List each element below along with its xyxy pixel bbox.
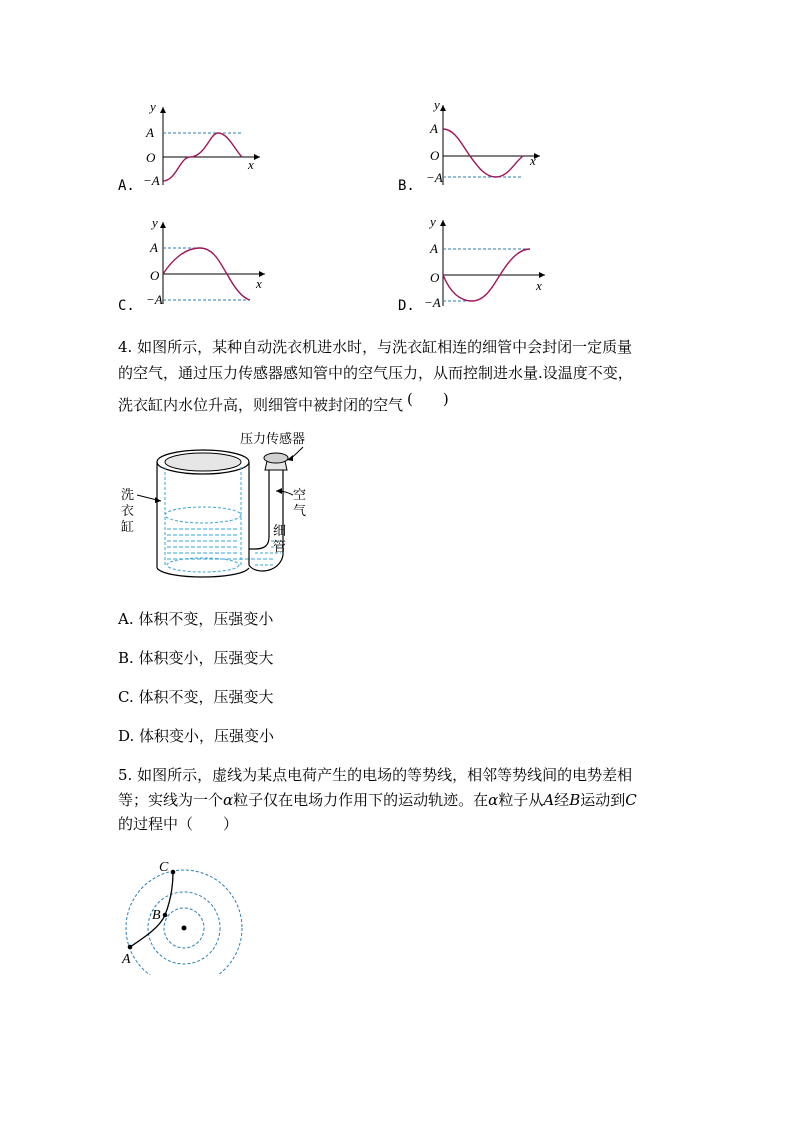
- q4-option-b[interactable]: B. 体积变小，压强变大: [118, 649, 274, 667]
- option-a-label: A.: [118, 178, 135, 194]
- graph-a-svg: [110, 95, 310, 200]
- graph-option-d: [390, 212, 590, 317]
- q4-option-a[interactable]: A. 体积不变，压强变小: [118, 610, 274, 628]
- air-arrowhead: [276, 488, 282, 494]
- graph-option-b: [390, 95, 590, 200]
- y-axis-arrow: [160, 107, 166, 113]
- neg-amp-label: −A: [146, 292, 163, 307]
- x-label: x: [530, 153, 536, 168]
- water-lines: [167, 529, 275, 559]
- q5-line3: 的过程中（ ）: [118, 815, 239, 833]
- amp-label: A: [430, 121, 438, 136]
- q5-line2: 等；实线为一个α粒子仅在电场力作用下的运动轨迹。在α粒子从A经B运动到C: [118, 791, 637, 809]
- sensor-top: [264, 453, 288, 463]
- tank-inner-bottom: [167, 558, 239, 572]
- q4-option-c[interactable]: C. 体积不变，压强变大: [118, 688, 274, 706]
- point-charge: [182, 926, 187, 931]
- q4-answer-bracket: ( ): [407, 390, 449, 408]
- x-label: x: [256, 276, 262, 291]
- tank-label: 洗 衣 缸: [121, 488, 135, 535]
- point-a: [128, 945, 133, 950]
- amp-label: A: [146, 125, 154, 140]
- y-label: y: [150, 99, 156, 114]
- origin-label: O: [146, 150, 156, 165]
- q4-line3-text: 洗衣缸内水位升高，则细管中被封闭的空气: [118, 396, 404, 414]
- q4-line1: 4. 如图所示，某种自动洗衣机进水时，与洗衣缸相连的细管中会封闭一定质量: [118, 338, 633, 356]
- tank-opening: [165, 453, 241, 471]
- x-label: x: [248, 157, 254, 172]
- graph-d-svg: [390, 212, 590, 317]
- neg-amp-label: −A: [424, 295, 441, 310]
- q5-field-figure: [115, 855, 255, 975]
- point-b: [163, 913, 168, 918]
- q4-option-d[interactable]: D. 体积变小，压强变小: [118, 727, 275, 745]
- label-c: C: [159, 860, 169, 875]
- y-label: y: [430, 214, 436, 229]
- water-surface: [165, 507, 241, 523]
- x-label: x: [536, 278, 542, 293]
- point-c: [171, 870, 176, 875]
- graph-option-c: [110, 212, 310, 317]
- air-label: 空 气: [293, 488, 307, 519]
- graph-option-a: [110, 95, 310, 200]
- origin-label: O: [430, 270, 440, 285]
- graph-b-svg: [390, 95, 590, 200]
- y-axis-arrow: [160, 222, 166, 228]
- option-c-label: C.: [118, 298, 135, 314]
- neg-amp-label: −A: [143, 173, 160, 188]
- y-label: y: [152, 215, 158, 230]
- tank-arrowhead: [155, 497, 161, 503]
- pipe-inner: [249, 470, 269, 549]
- amp-label: A: [430, 241, 438, 256]
- q5-line1: 5. 如图所示，虚线为某点电荷产生的电场的等势线，相邻等势线间的电势差相: [118, 766, 633, 784]
- q4-line3: [118, 392, 449, 419]
- label-a: A: [122, 952, 131, 967]
- y-label: y: [434, 97, 440, 112]
- origin-label: O: [430, 148, 440, 163]
- q4-line2: 的空气，通过压力传感器感知管中的空气压力，从而控制进水量.设温度不变，: [118, 364, 633, 382]
- label-b: B: [152, 908, 161, 923]
- field-svg: [115, 855, 255, 975]
- x-axis-arrow: [254, 154, 260, 160]
- option-d-label: D.: [398, 298, 415, 314]
- y-axis-arrow: [440, 105, 446, 111]
- option-b-label: B.: [398, 178, 415, 194]
- equipotential-outer: [126, 870, 242, 975]
- tube-label: 细 管: [273, 524, 287, 555]
- origin-label: O: [150, 268, 160, 283]
- neg-amp-label: −A: [426, 170, 443, 185]
- amp-label: A: [150, 240, 158, 255]
- y-axis-arrow: [440, 220, 446, 226]
- wave-curve: [443, 129, 523, 177]
- sensor-label: 压力传感器: [240, 432, 306, 447]
- graph-c-svg: [110, 212, 310, 317]
